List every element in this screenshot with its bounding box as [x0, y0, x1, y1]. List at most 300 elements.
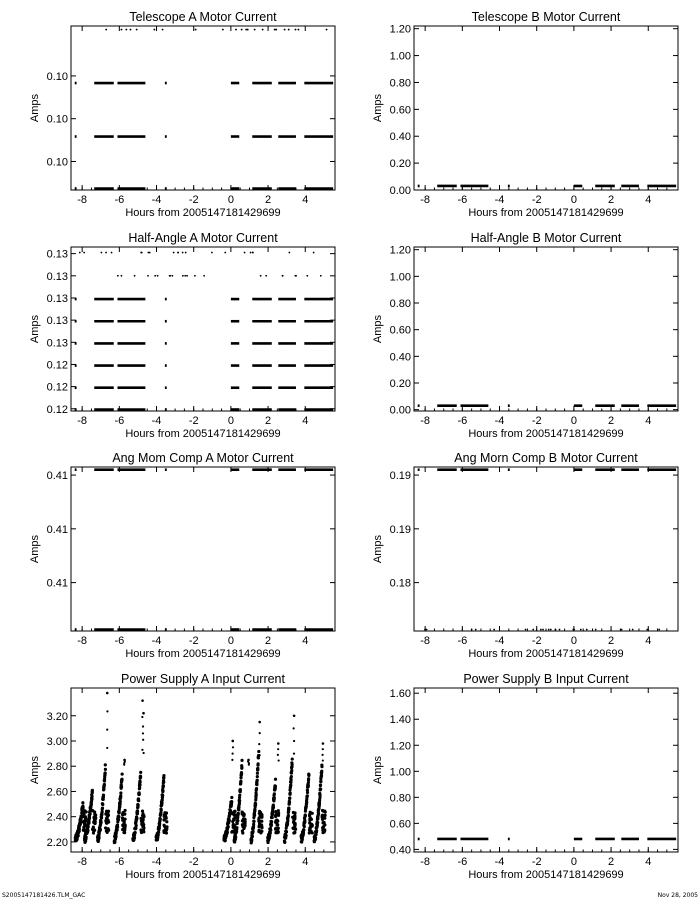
- data-point: [284, 29, 286, 31]
- outlier-point: [293, 714, 296, 717]
- x-axis-label: Hours from 2005147181429699: [125, 869, 281, 881]
- x-tick-label: -6: [114, 635, 125, 647]
- data-point: [121, 275, 123, 277]
- y-tick-label: 0.41: [46, 470, 68, 483]
- data-point: [308, 821, 311, 824]
- data-point: [104, 763, 107, 766]
- data-point: [235, 826, 238, 829]
- data-point: [275, 820, 278, 823]
- data-point: [256, 762, 259, 765]
- x-tick-label: 2: [265, 415, 272, 427]
- y-tick-label: 2.80: [46, 761, 68, 774]
- plot-frame: [71, 26, 335, 190]
- data-point: [162, 774, 165, 777]
- data-point: [257, 829, 260, 832]
- outlier-point: [106, 747, 108, 749]
- data-point: [282, 275, 284, 277]
- data-point: [237, 812, 240, 815]
- data-point: [137, 799, 140, 802]
- x-tick-label: -4: [151, 635, 162, 647]
- data-point: [306, 794, 309, 797]
- data-point: [260, 816, 263, 819]
- y-tick-label: 0.60: [389, 324, 411, 337]
- outlier-point: [142, 712, 145, 715]
- y-tick-label: 0.13: [46, 270, 68, 283]
- data-point: [117, 275, 119, 277]
- data-point: [85, 836, 88, 839]
- data-point: [311, 812, 314, 815]
- data-point: [121, 772, 124, 775]
- plot-frame: [71, 467, 335, 631]
- x-tick-label: -4: [494, 635, 505, 647]
- data-point: [211, 252, 213, 254]
- y-axis-label: Amps: [29, 93, 41, 123]
- outlier-point: [293, 740, 295, 742]
- data-point: [532, 629, 534, 631]
- data-point: [277, 809, 280, 812]
- data-point: [269, 832, 272, 835]
- data-point: [116, 826, 119, 829]
- data-point: [298, 29, 300, 31]
- data-point: [289, 784, 292, 787]
- data-point: [130, 29, 132, 31]
- data-point: [241, 810, 244, 813]
- y-tick-label: 0.20: [389, 378, 411, 390]
- data-point: [540, 629, 542, 631]
- data-point: [164, 827, 167, 830]
- y-tick-label: 0.10: [46, 113, 68, 126]
- outlier-point: [141, 716, 143, 718]
- data-point: [550, 629, 552, 631]
- x-tick-label: -6: [114, 194, 125, 206]
- x-tick-label: 2: [265, 856, 272, 868]
- data-point: [242, 817, 245, 820]
- data-point: [92, 831, 95, 834]
- data-point: [134, 831, 137, 834]
- x-tick-label: 0: [227, 415, 234, 427]
- data-point: [104, 771, 107, 774]
- data-point: [107, 829, 110, 832]
- y-tick-label: 1.00: [389, 271, 411, 284]
- data-point: [138, 783, 141, 786]
- data-point: [233, 810, 236, 813]
- data-point: [162, 781, 165, 784]
- data-point: [79, 252, 81, 254]
- data-point: [256, 775, 259, 778]
- data-point: [222, 29, 224, 31]
- data-point: [559, 629, 561, 631]
- outlier-point: [258, 721, 261, 724]
- x-tick-label: 0: [227, 194, 234, 206]
- data-point: [107, 810, 110, 813]
- plot-frame: [414, 467, 678, 631]
- data-point: [302, 828, 305, 831]
- data-point: [308, 831, 311, 834]
- data-point: [177, 252, 179, 254]
- outlier-point: [232, 746, 234, 748]
- data-point: [83, 822, 86, 825]
- data-series: [418, 470, 676, 631]
- data-point: [227, 825, 230, 828]
- data-point: [291, 757, 294, 760]
- data-point: [320, 774, 323, 777]
- x-tick-label: -8: [420, 635, 431, 647]
- data-point: [233, 813, 236, 816]
- data-point: [182, 275, 184, 277]
- data-point: [252, 252, 254, 254]
- data-point: [239, 788, 242, 791]
- y-tick-label: 0.19: [389, 470, 411, 483]
- chart-title: Ang Mom Comp A Motor Current: [112, 451, 294, 465]
- data-point: [241, 829, 244, 832]
- data-point: [270, 820, 273, 823]
- data-point: [117, 818, 120, 821]
- data-point: [121, 817, 124, 820]
- x-tick-label: 4: [645, 194, 652, 206]
- data-point: [171, 275, 173, 277]
- chart-title: Half-Angle B Motor Current: [470, 231, 622, 245]
- data-point: [244, 252, 246, 254]
- data-point: [260, 826, 263, 829]
- x-axis-label: Hours from 2005147181429699: [125, 428, 281, 440]
- chart-panel: [372, 231, 678, 440]
- y-tick-label: 0.18: [389, 577, 411, 590]
- data-point: [245, 29, 247, 31]
- y-tick-label: 0.00: [389, 185, 411, 197]
- data-point: [493, 629, 495, 631]
- y-tick-label: 1.00: [389, 766, 411, 779]
- data-point: [247, 29, 249, 31]
- y-axis-label: Amps: [372, 93, 384, 123]
- y-tick-label: 0.13: [46, 337, 68, 350]
- data-point: [315, 829, 318, 832]
- data-point: [295, 275, 297, 277]
- data-point: [94, 817, 97, 820]
- x-tick-label: -2: [531, 856, 542, 868]
- y-tick-label: 0.13: [46, 248, 68, 261]
- outlier-point: [259, 754, 261, 756]
- data-point: [102, 788, 105, 791]
- x-tick-label: 2: [608, 856, 615, 868]
- y-tick-label: 1.00: [389, 50, 411, 63]
- y-tick-label: 0.10: [46, 156, 68, 169]
- data-point: [154, 275, 156, 277]
- outlier-point: [278, 759, 280, 761]
- data-point: [139, 771, 142, 774]
- data-point: [555, 629, 557, 631]
- data-point: [317, 812, 320, 815]
- y-axis-label: Amps: [29, 755, 41, 785]
- x-tick-label: -2: [188, 856, 199, 868]
- data-point: [319, 788, 322, 791]
- outlier-point: [142, 725, 144, 727]
- data-point: [255, 793, 258, 796]
- data-point: [90, 803, 93, 806]
- y-tick-label: 0.10: [46, 70, 68, 83]
- x-tick-label: 4: [302, 635, 309, 647]
- data-point: [125, 29, 127, 31]
- x-tick-label: -2: [188, 415, 199, 427]
- y-tick-label: 1.20: [389, 244, 411, 257]
- data-point: [319, 783, 322, 786]
- data-point: [147, 252, 149, 254]
- data-point: [203, 275, 205, 277]
- x-tick-label: 0: [570, 194, 577, 206]
- data-point: [226, 831, 229, 834]
- y-tick-label: 0.12: [46, 403, 68, 416]
- x-tick-label: 0: [227, 635, 234, 647]
- data-point: [153, 29, 155, 31]
- data-point: [292, 811, 295, 814]
- x-tick-label: 2: [265, 635, 272, 647]
- data-point: [316, 821, 319, 824]
- x-tick-label: -4: [494, 856, 505, 868]
- data-point: [83, 813, 86, 816]
- data-point: [288, 801, 291, 804]
- data-point: [81, 801, 84, 804]
- data-point: [260, 820, 263, 823]
- data-point: [658, 629, 660, 631]
- data-point: [113, 841, 116, 844]
- outlier-point: [142, 732, 144, 734]
- footer-right: Nov 28, 2005: [657, 892, 698, 899]
- y-tick-label: 0.40: [389, 351, 411, 364]
- data-point: [256, 779, 259, 782]
- y-tick-label: 0.00: [389, 404, 411, 417]
- outlier-point: [143, 752, 145, 754]
- data-point: [232, 823, 235, 826]
- data-point: [272, 806, 275, 809]
- outlier-point: [106, 692, 109, 695]
- data-point: [268, 834, 271, 837]
- data-point: [162, 784, 165, 787]
- data-point: [580, 629, 582, 631]
- outlier-point: [141, 749, 143, 751]
- data-point: [646, 629, 648, 631]
- x-tick-label: 4: [645, 856, 652, 868]
- data-point: [163, 831, 166, 834]
- data-point: [286, 819, 289, 822]
- data-point: [252, 823, 255, 826]
- y-tick-label: 0.60: [389, 104, 411, 117]
- outlier-point: [277, 754, 279, 756]
- outlier-point: [277, 742, 280, 745]
- y-tick-label: 0.19: [389, 523, 411, 536]
- data-series: [75, 29, 333, 189]
- data-point: [147, 275, 149, 277]
- data-point: [106, 815, 109, 818]
- data-point: [293, 822, 296, 825]
- data-point: [326, 29, 328, 31]
- data-point: [285, 830, 288, 833]
- y-tick-label: 1.60: [389, 688, 411, 701]
- data-point: [120, 785, 123, 788]
- outlier-point: [277, 748, 279, 750]
- data-point: [274, 785, 277, 788]
- x-tick-label: 2: [608, 415, 615, 427]
- data-point: [102, 794, 105, 797]
- data-point: [157, 831, 160, 834]
- plot-frame: [414, 247, 678, 411]
- y-tick-label: 0.80: [389, 298, 411, 310]
- x-tick-label: -6: [457, 635, 468, 647]
- data-point: [310, 824, 313, 827]
- data-point: [100, 252, 102, 254]
- data-point: [159, 817, 162, 820]
- x-tick-label: -2: [531, 415, 542, 427]
- outlier-point: [232, 753, 234, 755]
- data-point: [120, 778, 123, 781]
- y-tick-label: 0.40: [389, 131, 411, 144]
- data-point: [104, 812, 107, 815]
- data-point: [118, 811, 121, 814]
- data-point: [87, 820, 90, 823]
- y-tick-label: 0.40: [389, 844, 411, 857]
- data-point: [273, 796, 276, 799]
- data-point: [157, 275, 159, 277]
- data-point: [116, 828, 119, 831]
- x-axis-label: Hours from 2005147181429699: [125, 207, 281, 219]
- x-tick-label: 0: [227, 856, 234, 868]
- data-point: [257, 750, 260, 753]
- chart-title: Ang Morn Comp B Motor Current: [454, 451, 638, 465]
- data-point: [290, 775, 293, 778]
- data-point: [304, 814, 307, 817]
- data-point: [240, 759, 243, 762]
- x-tick-label: -8: [77, 415, 88, 427]
- data-point: [105, 29, 107, 31]
- y-axis-label: Amps: [372, 755, 384, 785]
- data-point: [135, 817, 138, 820]
- x-tick-label: 0: [570, 415, 577, 427]
- y-tick-label: 2.40: [46, 811, 68, 824]
- data-point: [525, 629, 527, 631]
- data-point: [123, 812, 126, 815]
- data-point: [232, 818, 235, 821]
- data-point: [104, 768, 107, 771]
- x-tick-label: 2: [265, 194, 272, 206]
- data-point: [195, 29, 197, 31]
- x-tick-label: -8: [77, 635, 88, 647]
- data-point: [124, 809, 127, 812]
- outlier-point: [322, 742, 325, 745]
- data-point: [241, 29, 243, 31]
- data-point: [291, 826, 294, 829]
- data-point: [305, 801, 308, 804]
- data-point: [169, 275, 171, 277]
- data-point: [240, 772, 243, 775]
- y-tick-label: 0.12: [46, 359, 68, 372]
- data-point: [238, 794, 241, 797]
- data-point: [316, 824, 319, 827]
- data-point: [93, 828, 96, 831]
- data-point: [101, 803, 104, 806]
- outlier-point: [123, 764, 125, 766]
- data-series: [75, 252, 333, 410]
- data-point: [288, 796, 291, 799]
- data-point: [89, 812, 92, 815]
- plot-frame: [71, 247, 335, 411]
- y-tick-label: 0.12: [46, 381, 68, 394]
- data-point: [256, 767, 259, 770]
- data-point: [158, 822, 161, 825]
- data-point: [235, 29, 237, 31]
- x-tick-label: 4: [645, 415, 652, 427]
- data-point: [320, 770, 323, 773]
- data-point: [262, 29, 264, 31]
- data-point: [161, 794, 164, 797]
- x-tick-label: -8: [77, 856, 88, 868]
- x-tick-label: -8: [77, 194, 88, 206]
- x-tick-label: -4: [151, 194, 162, 206]
- data-point: [542, 629, 544, 631]
- y-tick-label: 3.20: [46, 710, 68, 723]
- data-point: [139, 776, 142, 779]
- data-point: [194, 275, 196, 277]
- data-point: [119, 794, 122, 797]
- data-point: [290, 778, 293, 781]
- data-point: [254, 796, 257, 799]
- data-point: [140, 252, 142, 254]
- data-point: [253, 814, 256, 817]
- y-tick-label: 0.60: [389, 818, 411, 831]
- outlier-point: [248, 764, 250, 766]
- data-point: [320, 275, 322, 277]
- x-tick-label: 4: [302, 415, 309, 427]
- data-point: [230, 800, 233, 803]
- plot-frame: [414, 688, 678, 852]
- data-point: [586, 629, 588, 631]
- data-point: [239, 780, 242, 783]
- data-point: [258, 810, 261, 813]
- data-point: [119, 800, 122, 803]
- data-point: [86, 829, 89, 832]
- data-point: [321, 814, 324, 817]
- data-point: [302, 832, 305, 835]
- data-point: [161, 789, 164, 792]
- y-axis-label: Amps: [372, 314, 384, 344]
- data-point: [274, 778, 277, 781]
- data-point: [97, 836, 100, 839]
- data-point: [250, 838, 253, 841]
- y-tick-label: 0.80: [389, 792, 411, 805]
- data-point: [255, 787, 258, 790]
- y-tick-label: 0.13: [46, 315, 68, 328]
- data-point: [307, 777, 310, 780]
- data-point: [230, 796, 233, 799]
- x-tick-label: -4: [494, 415, 505, 427]
- data-point: [321, 818, 324, 821]
- x-tick-label: 0: [570, 856, 577, 868]
- data-point: [185, 252, 187, 254]
- x-tick-label: -8: [420, 415, 431, 427]
- data-point: [307, 774, 310, 777]
- x-tick-label: -6: [457, 856, 468, 868]
- data-point: [306, 791, 309, 794]
- data-point: [471, 629, 473, 631]
- data-point: [81, 806, 84, 809]
- chart-panel: [29, 10, 335, 219]
- data-point: [255, 783, 258, 786]
- data-point: [303, 820, 306, 823]
- data-point: [251, 835, 254, 838]
- chart-title: Telescope B Motor Current: [471, 10, 621, 24]
- data-point: [141, 810, 144, 813]
- data-point: [320, 765, 323, 768]
- data-point: [318, 794, 321, 797]
- outlier-point: [322, 748, 324, 750]
- data-point: [323, 823, 326, 826]
